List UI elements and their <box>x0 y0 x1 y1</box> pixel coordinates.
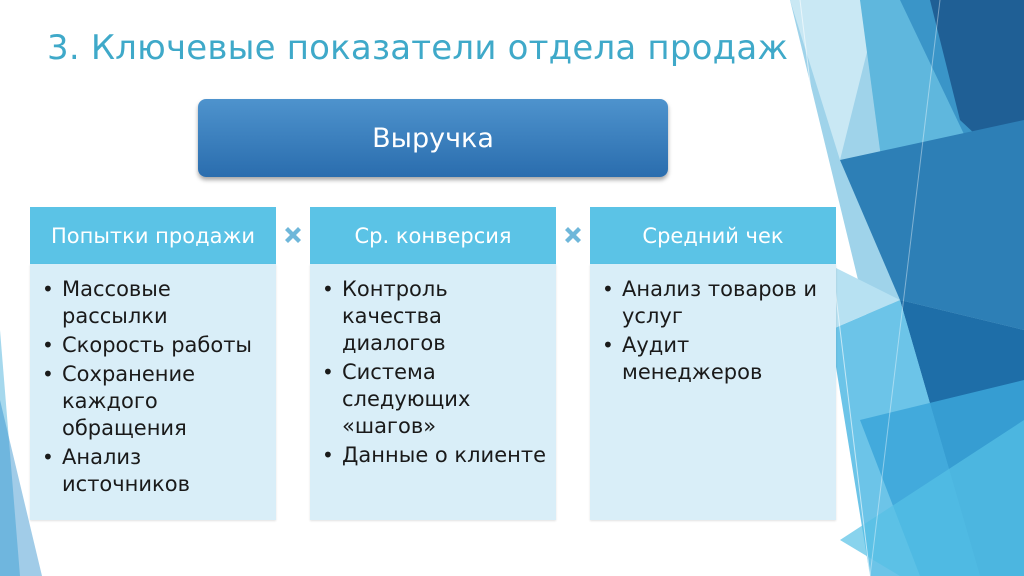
column-body-avg-check <box>590 264 836 520</box>
column-header-avg-conversion <box>310 207 556 264</box>
list-item: • Система следующих «шагов» <box>322 359 548 440</box>
list-item: • Скорость работы <box>42 332 268 359</box>
column-body-avg-conversion <box>310 264 556 520</box>
list-item: • Данные о клиенте <box>322 442 548 469</box>
list-item: • Анализ источников <box>42 444 268 498</box>
revenue-box <box>198 99 668 177</box>
column-header-avg-check <box>590 207 836 264</box>
bullet-list <box>602 276 828 386</box>
revenue-box-label: Выручка <box>372 122 494 154</box>
column-header-label: Средний чек <box>642 223 784 248</box>
column-header-label: Ср. конверсия <box>354 223 512 248</box>
multiply-icon <box>562 224 584 246</box>
list-item: • Сохранение каждого обращения <box>42 361 268 442</box>
bullet-list <box>42 276 268 498</box>
column-header-label: Попытки продажи <box>50 223 256 248</box>
slide-title: 3. Ключевые показатели отдела продаж <box>47 28 789 68</box>
list-item: • Аудит менеджеров <box>602 332 828 386</box>
list-item: • Анализ товаров и услуг <box>602 276 828 330</box>
list-item: • Массовые рассылки <box>42 276 268 330</box>
column-header-sales-attempts <box>30 207 276 264</box>
column-body-sales-attempts <box>30 264 276 520</box>
list-item: • Контроль качества диалогов <box>322 276 548 357</box>
bullet-list <box>322 276 548 469</box>
multiply-icon <box>282 224 304 246</box>
